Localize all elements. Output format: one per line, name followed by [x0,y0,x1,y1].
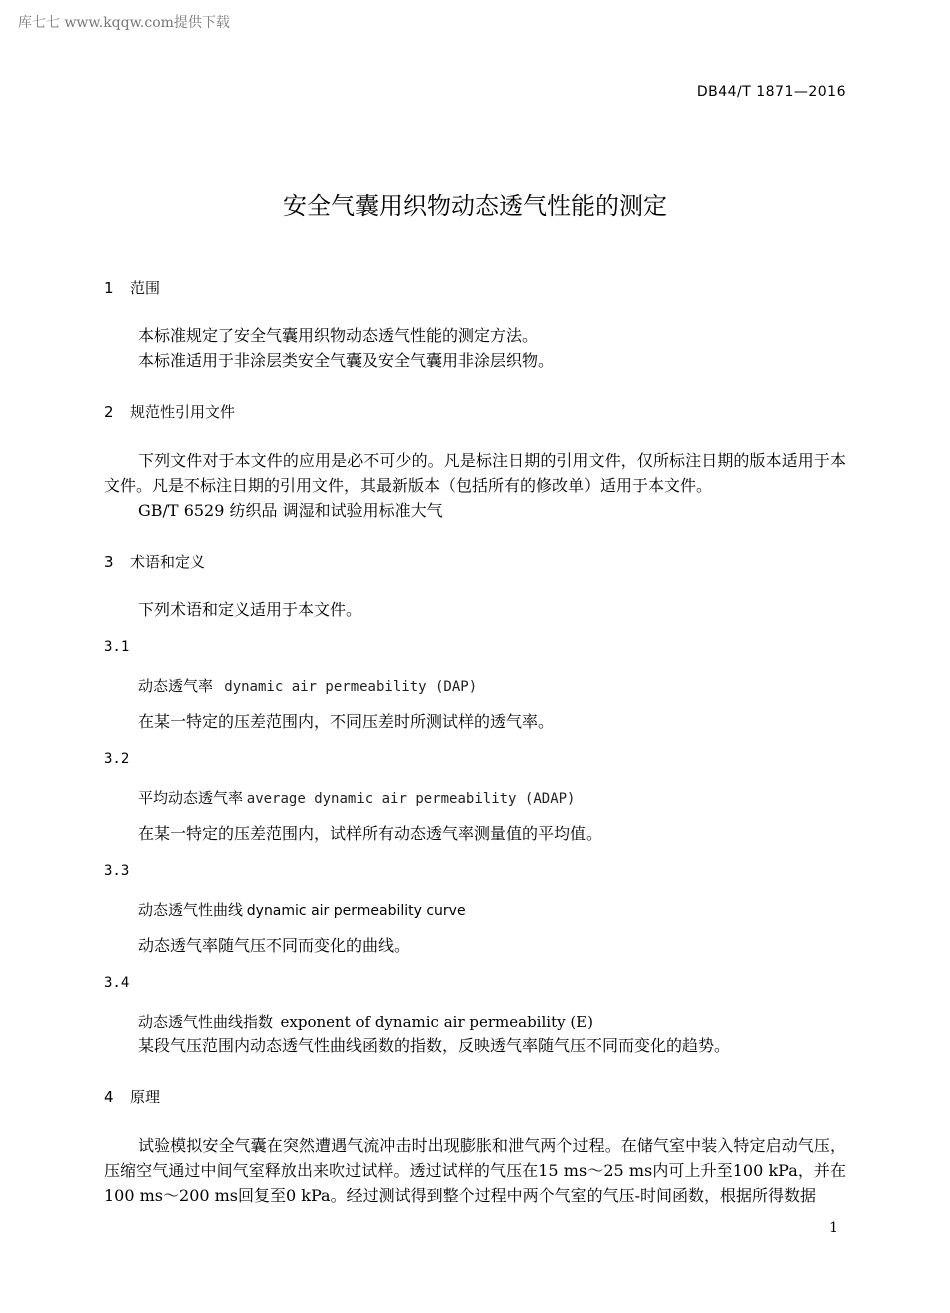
term-3-4-definition: 某段气压范围内动态透气性曲线函数的指数，反映透气率随气压不同而变化的趋势。 [138,1036,731,1055]
section-1-heading [104,277,160,298]
term-english: dynamic air permeability curve [246,903,466,919]
term-3-3-definition: 动态透气率随气压不同而变化的曲线。 [138,936,411,955]
section-1-paragraph-2: 本标准适用于非涂层类安全气囊及安全气囊用非涂层织物。 [138,351,555,370]
term-3-1-number: 3.1 [104,639,130,655]
term-3-4-number: 3.4 [104,975,130,991]
section-title: 原理 [130,1088,161,1106]
term-3-1-definition: 在某一特定的压差范围内，不同压差时所测试样的透气率。 [138,712,555,731]
term-3-3-number: 3.3 [104,863,130,879]
section-number: 4 [104,1088,114,1106]
section-title: 规范性引用文件 [130,403,236,421]
section-1-paragraph-1: 本标准规定了安全气囊用织物动态透气性能的测定方法。 [138,326,539,345]
term-3-4 [138,1011,593,1032]
term-english: average dynamic air permeability (ADAP) [246,791,576,807]
term-3-3 [138,899,466,920]
section-4-heading [104,1086,160,1107]
section-2-paragraph: 下列文件对于本文件的应用是必不可少的。凡是标注日期的引用文件，仅所标注日期的版本适用于本文件。凡是不标注日期的引用文件，其最新版本（包括所有的修改单）适用于本文件。 [104,451,846,495]
term-chinese: 动态透气性曲线指数 [138,1013,274,1031]
section-title: 术语和定义 [130,553,206,571]
normative-reference: GB/T 6529 纺织品 调湿和试验用标准大气 [138,501,443,520]
term-chinese: 动态透气率 [138,677,214,695]
section-2-heading [104,401,235,422]
term-3-2 [138,787,576,808]
page-number: 1 [829,1220,838,1236]
section-4-paragraph: 试验模拟安全气囊在突然遭遇气流冲击时出现膨胀和泄气两个过程。在储气室中装入特定启动气压，压缩空气通过中间气室释放出来吹过试样。透过试样的气压在15 ms～25 ms内可上升至100 kPa，并在100 ms～200 ms回复至0 kPa。经过测试得到整个过程中两个气室的气压-时间函数，根据所得数据 [104,1136,846,1205]
section-number: 3 [104,553,114,571]
section-3-intro: 下列术语和定义适用于本文件。 [138,600,363,619]
document-number: DB44/T 1871—2016 [696,84,846,100]
term-chinese: 动态透气性曲线 [138,901,244,919]
section-3-heading [104,551,205,572]
section-number: 2 [104,403,114,421]
term-3-2-number: 3.2 [104,751,130,767]
watermark: 库七七 www.kqqw.com提供下载 [18,15,230,31]
term-english: dynamic air permeability (DAP) [224,679,478,695]
term-chinese: 平均动态透气率 [138,789,244,807]
section-title: 范围 [130,279,161,297]
term-3-2-definition: 在某一特定的压差范围内，试样所有动态透气率测量值的平均值。 [138,824,603,843]
term-english: exponent of dynamic air permeability (E) [280,1013,593,1031]
page-title: 安全气囊用织物动态透气性能的测定 [283,192,667,220]
term-3-1 [138,675,477,696]
section-number: 1 [104,279,114,297]
